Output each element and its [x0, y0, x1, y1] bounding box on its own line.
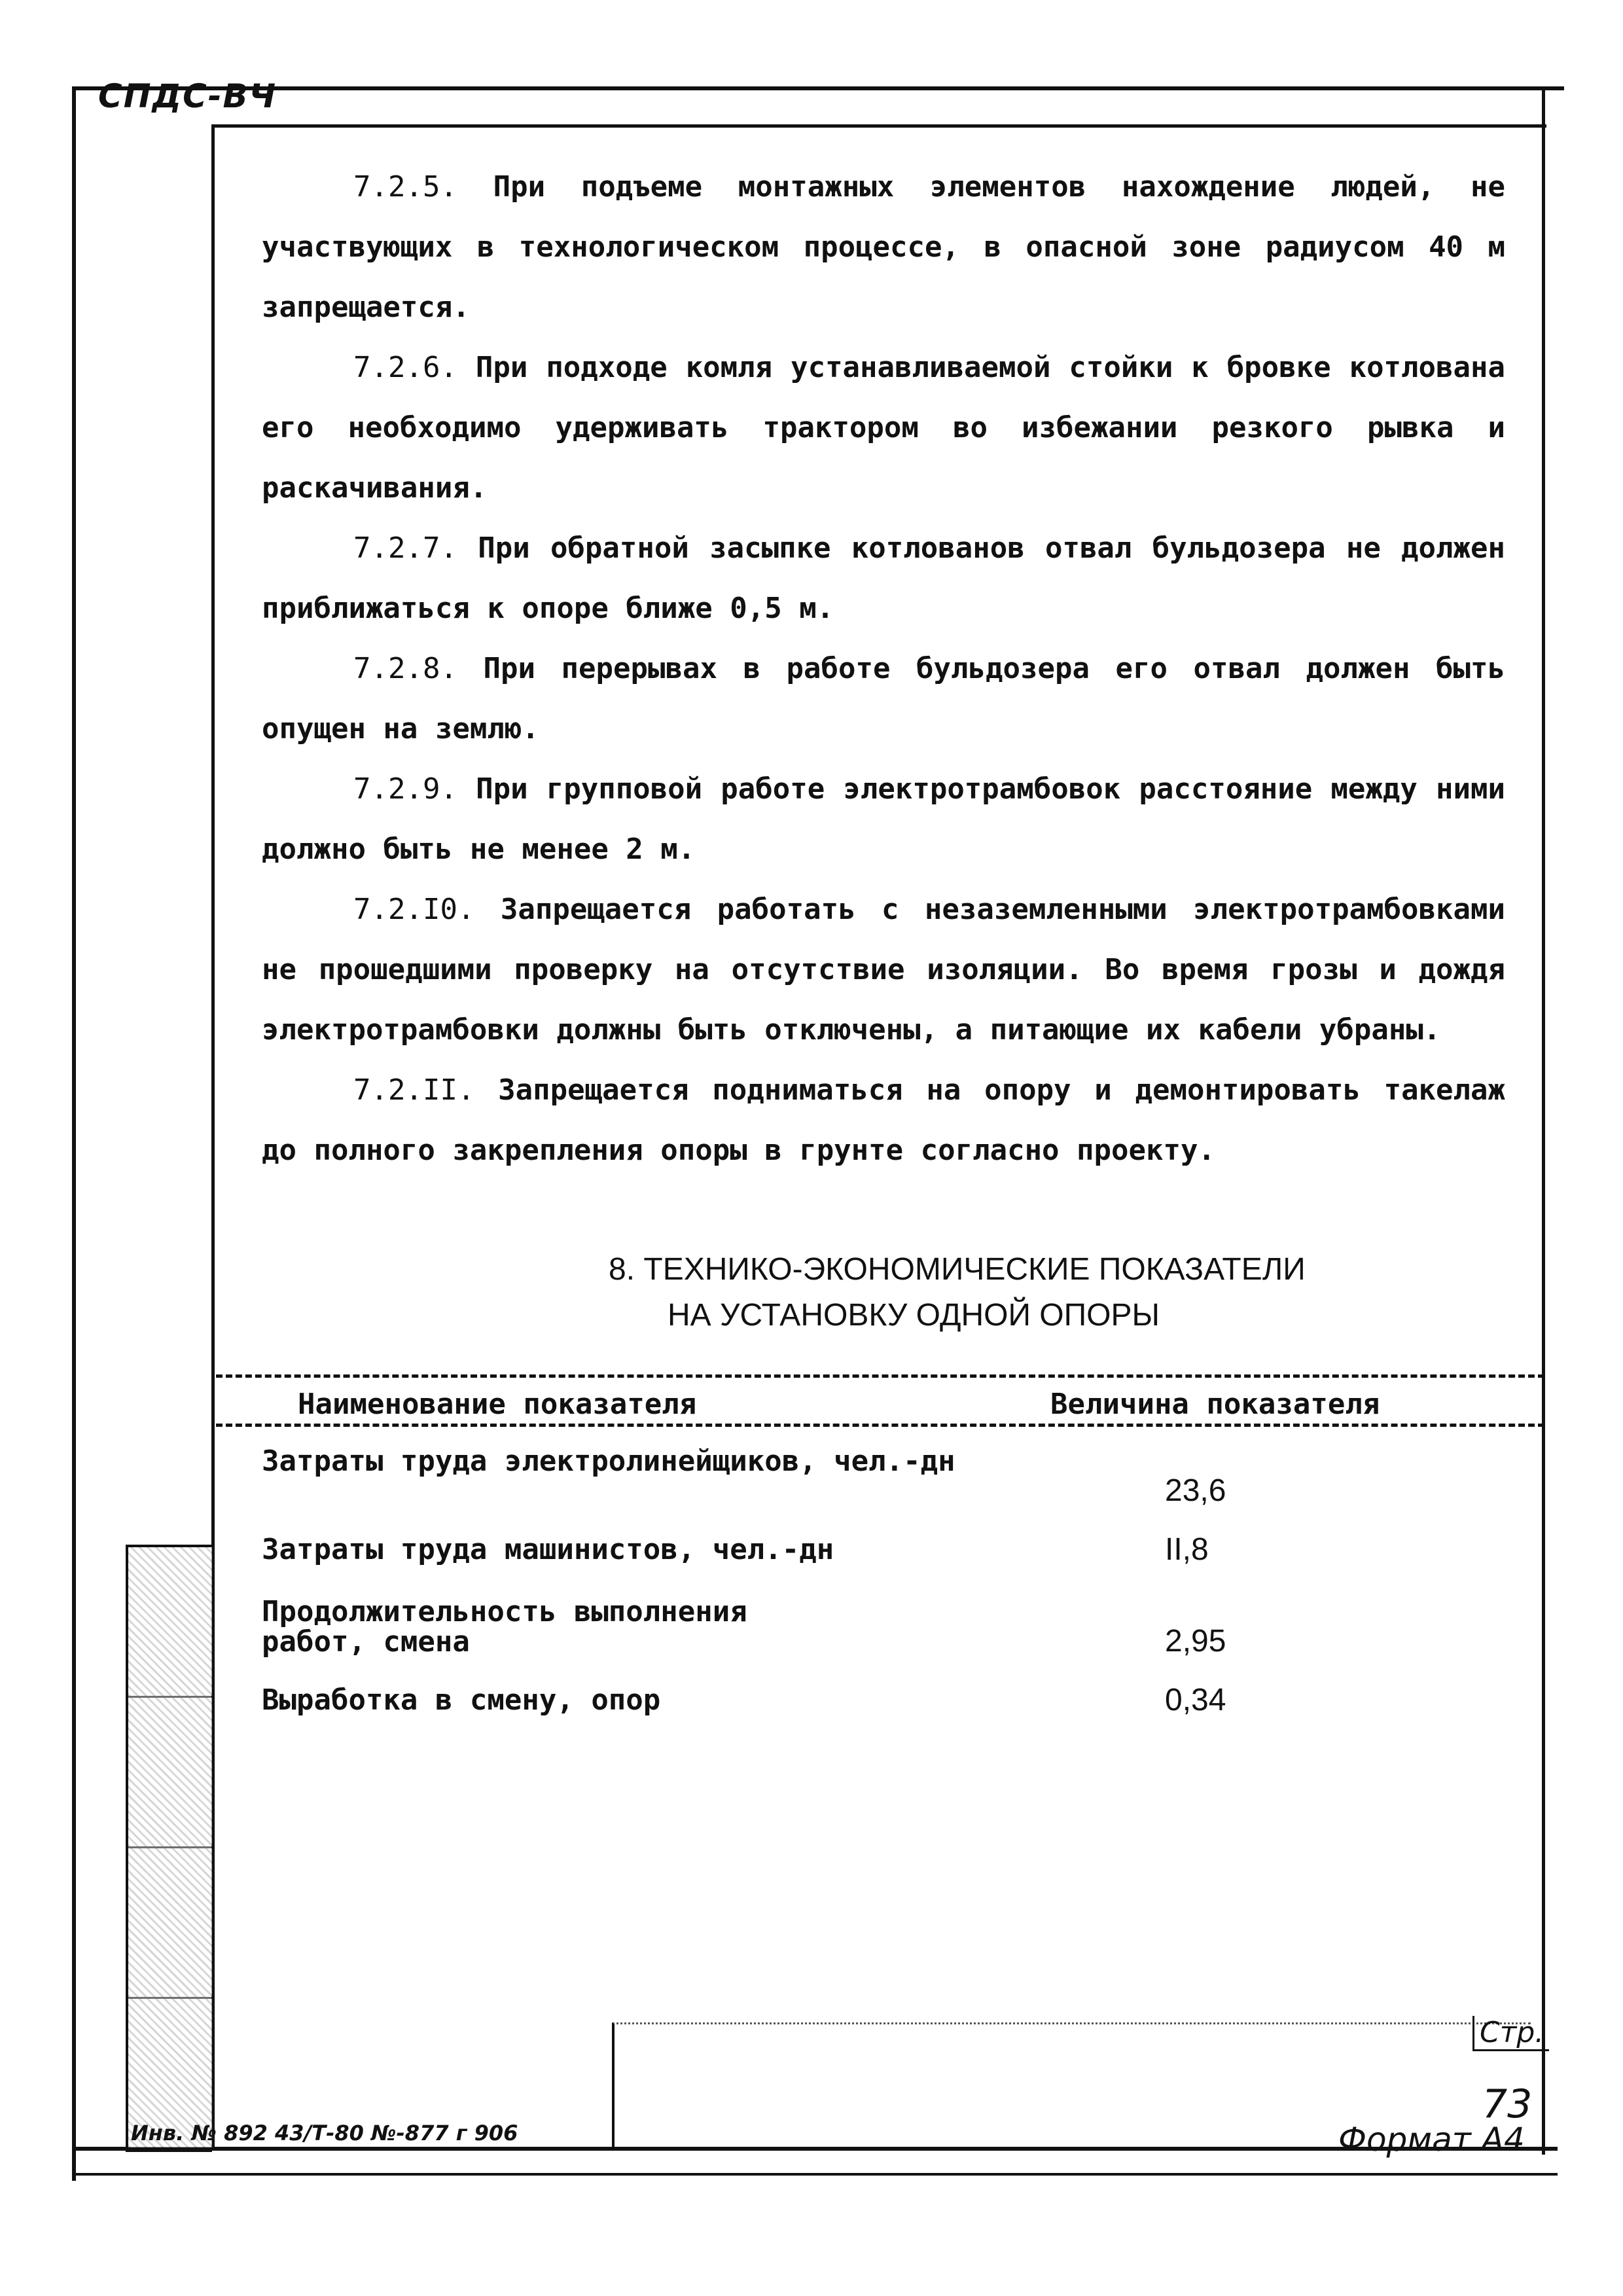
- table-row-label: Затраты труда машинистов, чел.-дн: [262, 1533, 834, 1566]
- table-top-dashed-line: [216, 1374, 1544, 1378]
- paragraph-7-2-10: 7.2.I0. Запрещается работать с незаземленными электротрамбовками не прошедшими проверку на отсутствие изоляции. Во время грозы и дождя электротрамбовки должны быть отключены, а питающие их кабели убраны.: [262, 893, 1505, 1047]
- frame-outer-left-line: [72, 86, 76, 2181]
- table-row-value: 2,95: [1165, 1624, 1226, 1659]
- document-stamp: СПДС-ВЧ: [98, 77, 277, 115]
- table-row-value: 0,34: [1165, 1683, 1226, 1717]
- signature-cell: [128, 1848, 212, 1999]
- frame-right-line: [1542, 86, 1545, 2155]
- inventory-note: Инв. № 892 43/Т-80 №-877 г 906: [131, 2121, 518, 2145]
- table-header-dashed-line: [216, 1424, 1544, 1427]
- table-row-label: Продолжительность выполнения работ, смена: [262, 1595, 747, 1659]
- frame-top-line: [72, 86, 1564, 90]
- paragraph-7-2-11: 7.2.II. Запрещается подниматься на опору и демонтировать такелаж до полного закрепления опоры в грунте согласно проекту.: [262, 1073, 1506, 1167]
- table-header-name: Наименование показателя: [298, 1388, 697, 1421]
- paragraph-7-2-7: 7.2.7. При обратной засыпке котлованов отвал бульдозера не должен приближаться к опоре ближе 0,5 м.: [262, 531, 1505, 625]
- signature-cell: [128, 1698, 212, 1848]
- table-row-label: Затраты труда электролинейщиков, чел.-дн: [262, 1444, 955, 1478]
- page-number: 73: [1482, 2081, 1533, 2127]
- table-header-value: Величина показателя: [1050, 1388, 1380, 1421]
- table-row-value: 23,6: [1165, 1473, 1226, 1508]
- format-label: Формат А4: [1338, 2121, 1525, 2159]
- paragraph-7-2-8: 7.2.8. При перерывах в работе бульдозера его отвал должен быть опущен на землю.: [262, 652, 1505, 745]
- paragraph-7-2-6: 7.2.6. При подходе комля устанавливаемой стойки к бровке котлована его необходимо удерживать трактором во избежании резкого рывка и раскачивания.: [262, 351, 1505, 505]
- section-title-line1: 8. ТЕХНИКО-ЭКОНОМИЧЕСКИЕ ПОКАЗАТЕЛИ: [609, 1252, 1306, 1287]
- table-row-label: Выработка в смену, опор: [262, 1683, 661, 1717]
- main-text: [262, 157, 1505, 1181]
- signature-cell: [128, 1547, 212, 1698]
- frame-bottom-line-2: [72, 2173, 1558, 2176]
- frame-inner-top-line: [211, 124, 1546, 128]
- section-title: [609, 1247, 1306, 1338]
- table-row-value: II,8: [1165, 1532, 1209, 1567]
- signature-strip: [126, 1545, 212, 2152]
- section-title-line2: НА УСТАНОВКУ ОДНОЙ ОПОРЫ: [668, 1298, 1160, 1333]
- paragraph-7-2-5: 7.2.5. При подъеме монтажных элементов нахождение людей, не участвующих в технологическом процессе, в опасной зоне радиусом 40 м запрещается.: [262, 170, 1505, 324]
- page-label: Стр.: [1472, 2016, 1549, 2051]
- paragraph-7-2-9: 7.2.9. При групповой работе электротрамбовок расстояние между ними должно быть не менее 2 м.: [262, 772, 1505, 866]
